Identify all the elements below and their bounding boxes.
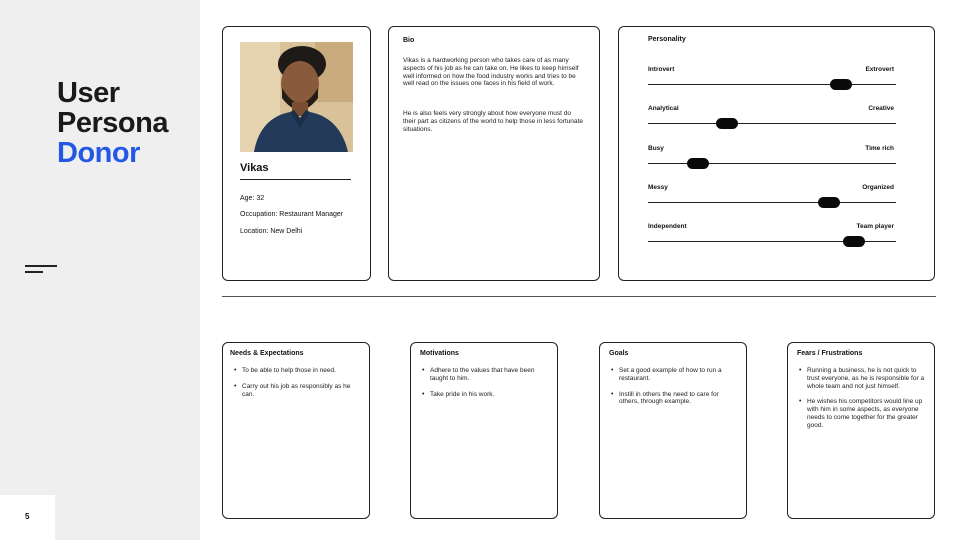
goals-card [599, 342, 747, 519]
fears-card [787, 342, 935, 519]
trait-slider-track [648, 163, 896, 164]
goals-list [610, 367, 740, 414]
fears-heading: Fears / Frustrations [797, 350, 863, 357]
list-item: • He wishes his competitors would line up with him in some aspects, as everyone needs to come together for the greater good. [798, 398, 928, 429]
trait-label-right: Creative [868, 105, 894, 113]
persona-name: Vikas [240, 162, 269, 174]
trait-label-right: Extrovert [865, 66, 894, 73]
person-portrait-icon [240, 42, 353, 152]
trait-label-left: Analytical [648, 105, 679, 113]
page-number: 5 [25, 512, 30, 521]
needs-list [233, 367, 361, 406]
bio-paragraph-1: Vikas is a hardworking person who takes care of as many aspects of his job as he can take on. He likes to keep himself well informed on how the food industry works and tries to be well read on the issues one faces in his field of work. [403, 57, 579, 88]
section-divider [222, 296, 936, 297]
needs-card [222, 342, 370, 519]
title-line-donor: Donor [57, 137, 140, 169]
list-item: • Instill in others the need to care for others, through example. [610, 391, 740, 407]
bio-heading: Bio [403, 37, 415, 44]
trait-label-left: Messy [648, 183, 668, 191]
decorative-line-short [25, 271, 43, 273]
list-item: • To be able to help those in need. [233, 367, 361, 375]
motivations-heading: Motivations [420, 350, 459, 357]
trait-slider-knob[interactable] [830, 79, 852, 90]
trait-slider-knob[interactable] [843, 236, 865, 247]
page-number-badge [0, 495, 55, 540]
list-item: • Take pride in his work. [421, 391, 551, 399]
personality-heading: Personality [648, 36, 686, 43]
trait-label-right: Organized [862, 183, 894, 191]
trait-label-left: Independent [648, 223, 687, 231]
sidebar-panel [0, 0, 200, 540]
list-item: • Carry out his job as responsibly as he can. [233, 383, 361, 399]
trait-slider-track [648, 84, 896, 85]
trait-slider-knob[interactable] [716, 118, 738, 129]
motivations-list [421, 367, 551, 406]
decorative-line-long [25, 265, 57, 267]
list-item: • Adhere to the values that have been taught to him. [421, 367, 551, 383]
name-underline [240, 179, 351, 180]
personality-card [618, 26, 935, 281]
persona-age: Age: 32 [240, 195, 265, 202]
persona-location: Location: New Delhi [240, 228, 303, 235]
trait-slider-knob[interactable] [818, 197, 840, 208]
trait-label-right: Time rich [865, 144, 894, 152]
motivations-card [410, 342, 558, 519]
trait-slider-track [648, 123, 896, 124]
trait-label-right: Team player [856, 223, 894, 231]
fears-list [798, 367, 928, 438]
profile-photo [240, 42, 353, 152]
page-title [57, 78, 168, 168]
title-line-user: User [57, 77, 120, 109]
persona-occupation: Occupation: Restaurant Manager [240, 211, 344, 218]
title-line-persona: Persona [57, 107, 168, 139]
list-item: • Running a business, he is not quick to trust everyone, as he is responsible for a whole team and not just himself. [798, 367, 928, 390]
bio-paragraph-2: He is also feels very strongly about how everyone must do their part as citizens of the world to help those in less fortunate situations. [403, 110, 583, 133]
bio-card [388, 26, 600, 281]
trait-slider-track [648, 202, 896, 203]
trait-label-left: Introvert [648, 66, 675, 73]
needs-heading: Needs & Expectations [230, 350, 304, 357]
trait-label-left: Busy [648, 144, 664, 152]
profile-card [222, 26, 371, 281]
trait-slider-knob[interactable] [687, 158, 709, 169]
list-item: • Set a good example of how to run a restaurant. [610, 367, 740, 383]
goals-heading: Goals [609, 350, 629, 357]
